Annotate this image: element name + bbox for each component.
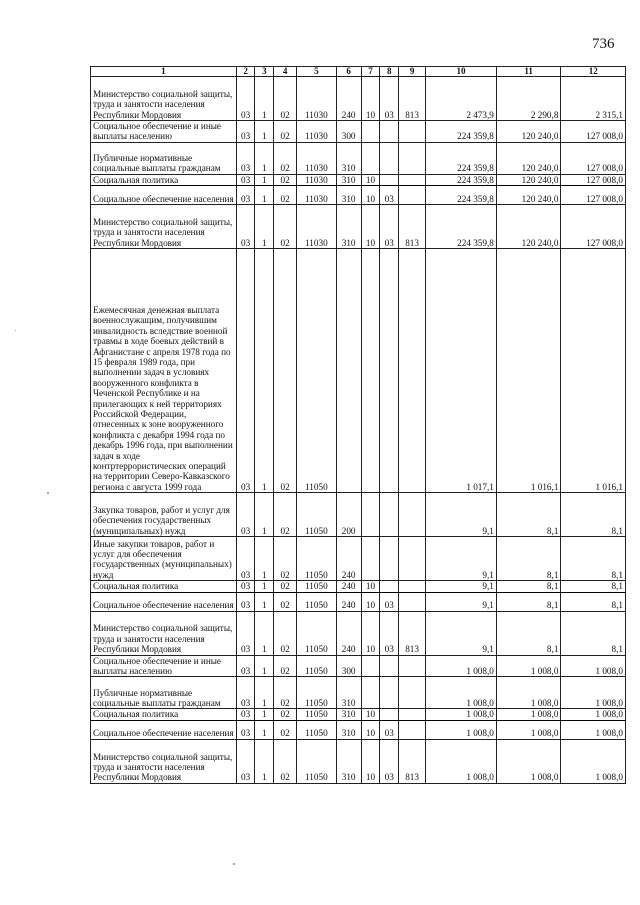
table-row [91,174,626,185]
code-cell-5: 11050 [297,720,337,739]
code-cell-7: 10 [361,720,380,739]
code-cell-9 [399,655,426,677]
code-cell-7 [361,249,380,493]
code-cell-5: 11050 [297,709,337,720]
amount-cell-11: 1 008,0 [496,720,561,739]
code-cell-6: 310 [336,709,361,720]
code-cell-2: 03 [236,709,255,720]
amount-cell-12: 1 008,0 [561,655,626,677]
row-name-cell: Иные закупки товаров, работ и услуг для обеспечения государственных (муниципальных) нужд [91,537,237,581]
header-row [91,67,626,77]
code-cell-5: 11050 [297,611,337,655]
table-row [91,677,626,709]
code-cell-7: 10 [361,592,380,611]
code-cell-2: 03 [236,493,255,537]
header-cell-7: 7 [361,67,380,77]
amount-cell-12: 1 008,0 [561,677,626,709]
code-cell-6: 300 [336,655,361,677]
row-name-cell: Ежемесячная денежная выплата военнослужащим, получившим инвалидность вследствие военной травмы в ходе боевых действий в Афганистане с апреля 1978 года по 15 февраля 1989 года, при выполнении задач в условиях вооруженного конфликта в Чеченской Республике и на прилегающих к ней территориях Российской Федерации, отнесенных к зоне вооруженного конфликта с декабря 1994 года по декабрь 1996 года, при выполнении задач в ходе контртеррористических операций на территории Северо-Кавказского региона с августа 1999 года [91,249,237,493]
code-cell-2: 03 [236,537,255,581]
amount-cell-11: 8,1 [496,493,561,537]
code-cell-9: 813 [399,611,426,655]
amount-cell-10: 224 359,8 [426,142,497,174]
code-cell-7: 10 [361,581,380,592]
table-body [91,77,626,784]
code-cell-2: 03 [236,205,255,249]
code-cell-6: 240 [336,592,361,611]
table-row [91,142,626,174]
table-row [91,186,626,205]
code-cell-5: 11030 [297,186,337,205]
code-cell-5: 11050 [297,581,337,592]
code-cell-6: 310 [336,205,361,249]
amount-cell-12: 1 008,0 [561,709,626,720]
table-row [91,249,626,493]
code-cell-3: 1 [255,655,274,677]
row-name-cell: Публичные нормативные социальные выплаты гражданам [91,142,237,174]
code-cell-9 [399,581,426,592]
code-cell-4: 02 [274,493,297,537]
code-cell-4: 02 [274,205,297,249]
amount-cell-12: 8,1 [561,611,626,655]
code-cell-6: 310 [336,142,361,174]
code-cell-7 [361,677,380,709]
amount-cell-10: 9,1 [426,493,497,537]
code-cell-2: 03 [236,592,255,611]
code-cell-3: 1 [255,249,274,493]
amount-cell-11: 120 240,0 [496,121,561,143]
code-cell-5: 11030 [297,121,337,143]
amount-cell-12: 8,1 [561,581,626,592]
code-cell-9 [399,677,426,709]
row-name-cell: Министерство социальной защиты, труда и занятости населения Республики Мордовия [91,205,237,249]
code-cell-9 [399,249,426,493]
code-cell-3: 1 [255,77,274,121]
code-cell-6: 310 [336,739,361,783]
code-cell-5: 11030 [297,174,337,185]
amount-cell-11: 120 240,0 [496,205,561,249]
code-cell-8 [380,655,399,677]
code-cell-5: 11050 [297,592,337,611]
amount-cell-11: 1 008,0 [496,677,561,709]
code-cell-6: 240 [336,611,361,655]
header-cell-8: 8 [380,67,399,77]
amount-cell-11: 8,1 [496,537,561,581]
code-cell-5: 11030 [297,77,337,121]
row-name-cell: Социальная политика [91,709,237,720]
code-cell-5: 11050 [297,739,337,783]
code-cell-3: 1 [255,537,274,581]
code-cell-2: 03 [236,142,255,174]
code-cell-4: 02 [274,611,297,655]
table-row [91,739,626,783]
code-cell-4: 02 [274,174,297,185]
scan-speck [233,863,235,865]
amount-cell-10: 224 359,8 [426,174,497,185]
code-cell-4: 02 [274,249,297,493]
amount-cell-10: 224 359,8 [426,121,497,143]
code-cell-8 [380,537,399,581]
amount-cell-10: 1 008,0 [426,739,497,783]
code-cell-3: 1 [255,186,274,205]
amount-cell-11: 1 008,0 [496,655,561,677]
scan-speck [47,492,49,494]
code-cell-6: 300 [336,121,361,143]
code-cell-5: 11030 [297,142,337,174]
code-cell-2: 03 [236,677,255,709]
table-row [91,581,626,592]
code-cell-6: 310 [336,677,361,709]
amount-cell-12: 1 008,0 [561,739,626,783]
code-cell-7 [361,493,380,537]
code-cell-7 [361,655,380,677]
header-cell-2: 2 [236,67,255,77]
amount-cell-11: 8,1 [496,592,561,611]
amount-cell-10: 1 008,0 [426,720,497,739]
code-cell-6 [336,249,361,493]
code-cell-9: 813 [399,77,426,121]
code-cell-4: 02 [274,186,297,205]
header-cell-11: 11 [496,67,561,77]
table-row [91,205,626,249]
header-cell-1: 1 [91,67,237,77]
code-cell-7: 10 [361,611,380,655]
code-cell-2: 03 [236,655,255,677]
amount-cell-11: 1 008,0 [496,709,561,720]
code-cell-4: 02 [274,720,297,739]
code-cell-3: 1 [255,720,274,739]
row-name-cell: Социальное обеспечение и иные выплаты населению [91,121,237,143]
budget-table [90,66,626,784]
table-row [91,77,626,121]
code-cell-6: 240 [336,77,361,121]
row-name-cell: Социальное обеспечение населения [91,592,237,611]
code-cell-3: 1 [255,142,274,174]
code-cell-4: 02 [274,77,297,121]
table-header [91,67,626,77]
amount-cell-11: 120 240,0 [496,186,561,205]
code-cell-8: 03 [380,205,399,249]
header-cell-4: 4 [274,67,297,77]
code-cell-9 [399,493,426,537]
code-cell-3: 1 [255,611,274,655]
code-cell-9 [399,142,426,174]
code-cell-4: 02 [274,121,297,143]
amount-cell-12: 1 008,0 [561,720,626,739]
code-cell-4: 02 [274,592,297,611]
code-cell-6: 310 [336,720,361,739]
table-row [91,709,626,720]
code-cell-4: 02 [274,709,297,720]
amount-cell-10: 9,1 [426,592,497,611]
code-cell-2: 03 [236,186,255,205]
code-cell-3: 1 [255,592,274,611]
code-cell-4: 02 [274,677,297,709]
code-cell-2: 03 [236,121,255,143]
scan-speck [15,330,16,331]
code-cell-8 [380,677,399,709]
header-cell-10: 10 [426,67,497,77]
code-cell-5: 11050 [297,249,337,493]
amount-cell-10: 224 359,8 [426,186,497,205]
code-cell-6: 200 [336,493,361,537]
code-cell-7: 10 [361,77,380,121]
code-cell-3: 1 [255,493,274,537]
code-cell-8 [380,709,399,720]
row-name-cell: Публичные нормативные социальные выплаты гражданам [91,677,237,709]
code-cell-5: 11050 [297,493,337,537]
row-name-cell: Министерство социальной защиты, труда и занятости населения Республики Мордовия [91,77,237,121]
code-cell-8: 03 [380,77,399,121]
code-cell-4: 02 [274,655,297,677]
amount-cell-10: 2 473,9 [426,77,497,121]
code-cell-8: 03 [380,592,399,611]
code-cell-3: 1 [255,709,274,720]
code-cell-3: 1 [255,174,274,185]
code-cell-6: 240 [336,581,361,592]
code-cell-4: 02 [274,739,297,783]
amount-cell-11: 120 240,0 [496,174,561,185]
code-cell-4: 02 [274,142,297,174]
table-row [91,121,626,143]
code-cell-6: 310 [336,186,361,205]
amount-cell-12: 127 008,0 [561,205,626,249]
amount-cell-10: 1 008,0 [426,709,497,720]
amount-cell-12: 2 315,1 [561,77,626,121]
code-cell-5: 11050 [297,655,337,677]
amount-cell-10: 1 017,1 [426,249,497,493]
code-cell-8 [380,121,399,143]
table-row [91,592,626,611]
table-row [91,537,626,581]
code-cell-2: 03 [236,581,255,592]
row-name-cell: Социальное обеспечение населения [91,186,237,205]
amount-cell-10: 9,1 [426,537,497,581]
code-cell-8 [380,493,399,537]
code-cell-8: 03 [380,739,399,783]
code-cell-5: 11050 [297,677,337,709]
code-cell-2: 03 [236,611,255,655]
amount-cell-11: 1 016,1 [496,249,561,493]
amount-cell-12: 8,1 [561,537,626,581]
code-cell-8 [380,249,399,493]
code-cell-7: 10 [361,174,380,185]
code-cell-7 [361,142,380,174]
page-number: 736 [592,36,615,52]
code-cell-7 [361,537,380,581]
table-row [91,493,626,537]
amount-cell-10: 1 008,0 [426,677,497,709]
amount-cell-12: 8,1 [561,592,626,611]
header-cell-3: 3 [255,67,274,77]
code-cell-7 [361,121,380,143]
code-cell-9 [399,720,426,739]
header-cell-5: 5 [297,67,337,77]
table-row [91,720,626,739]
code-cell-2: 03 [236,739,255,783]
table-row [91,611,626,655]
code-cell-9 [399,537,426,581]
code-cell-5: 11030 [297,205,337,249]
code-cell-4: 02 [274,581,297,592]
amount-cell-12: 127 008,0 [561,174,626,185]
code-cell-8: 03 [380,186,399,205]
code-cell-3: 1 [255,581,274,592]
code-cell-9 [399,174,426,185]
code-cell-7: 10 [361,709,380,720]
header-cell-6: 6 [336,67,361,77]
code-cell-4: 02 [274,537,297,581]
code-cell-2: 03 [236,720,255,739]
amount-cell-11: 8,1 [496,581,561,592]
header-cell-9: 9 [399,67,426,77]
code-cell-3: 1 [255,121,274,143]
amount-cell-12: 1 016,1 [561,249,626,493]
amount-cell-10: 224 359,8 [426,205,497,249]
code-cell-9 [399,186,426,205]
code-cell-5: 11050 [297,537,337,581]
row-name-cell: Социальная политика [91,174,237,185]
code-cell-9: 813 [399,205,426,249]
row-name-cell: Социальное обеспечение и иные выплаты населению [91,655,237,677]
amount-cell-10: 9,1 [426,611,497,655]
code-cell-3: 1 [255,205,274,249]
code-cell-2: 03 [236,174,255,185]
amount-cell-12: 8,1 [561,493,626,537]
code-cell-2: 03 [236,249,255,493]
header-cell-12: 12 [561,67,626,77]
amount-cell-11: 120 240,0 [496,142,561,174]
code-cell-3: 1 [255,739,274,783]
code-cell-6: 240 [336,537,361,581]
amount-cell-12: 127 008,0 [561,121,626,143]
row-name-cell: Министерство социальной защиты, труда и занятости населения Республики Мордовия [91,611,237,655]
amount-cell-11: 1 008,0 [496,739,561,783]
row-name-cell: Социальная политика [91,581,237,592]
code-cell-9 [399,709,426,720]
amount-cell-11: 2 290,8 [496,77,561,121]
code-cell-8: 03 [380,611,399,655]
code-cell-6: 310 [336,174,361,185]
code-cell-9 [399,592,426,611]
code-cell-8 [380,581,399,592]
code-cell-8: 03 [380,720,399,739]
row-name-cell: Закупка товаров, работ и услуг для обеспечения государственных (муниципальных) нужд [91,493,237,537]
amount-cell-12: 127 008,0 [561,142,626,174]
table-row [91,655,626,677]
code-cell-9: 813 [399,739,426,783]
code-cell-8 [380,174,399,185]
code-cell-9 [399,121,426,143]
code-cell-7: 10 [361,205,380,249]
amount-cell-12: 127 008,0 [561,186,626,205]
amount-cell-10: 1 008,0 [426,655,497,677]
code-cell-3: 1 [255,677,274,709]
code-cell-7: 10 [361,739,380,783]
amount-cell-11: 8,1 [496,611,561,655]
row-name-cell: Министерство социальной защиты, труда и занятости населения Республики Мордовия [91,739,237,783]
code-cell-8 [380,142,399,174]
row-name-cell: Социальное обеспечение населения [91,720,237,739]
amount-cell-10: 9,1 [426,581,497,592]
code-cell-2: 03 [236,77,255,121]
code-cell-7: 10 [361,186,380,205]
